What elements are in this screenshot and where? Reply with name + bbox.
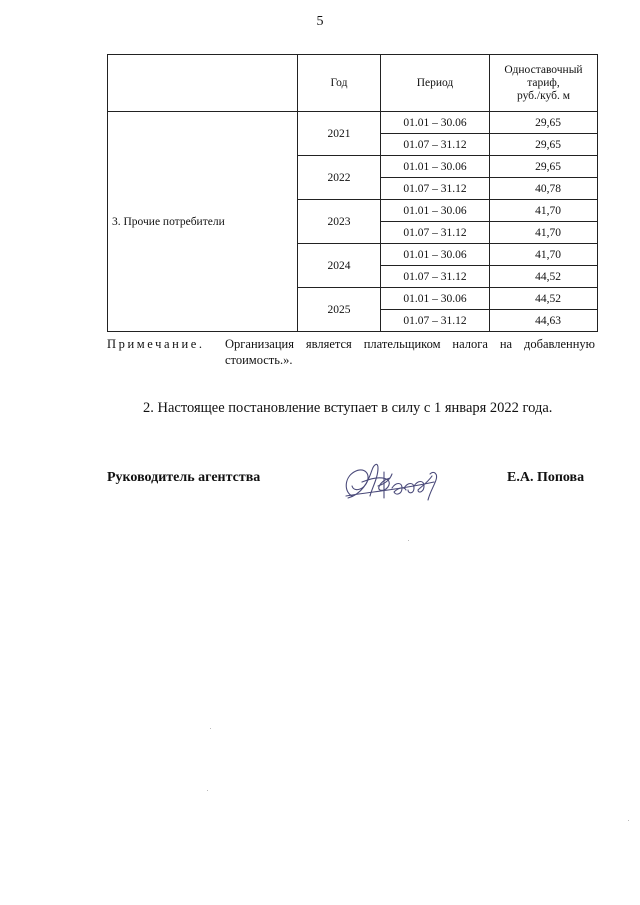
handwritten-signature [338,452,458,508]
period-cell: 01.07 – 31.12 [381,222,490,244]
rate-cell: 44,52 [490,288,598,310]
signatory-role: Руководитель агентства [107,470,261,485]
tariff-table [107,54,598,332]
rate-cell: 29,65 [490,112,598,134]
note-label: Примечание. [107,337,205,351]
period-cell: 01.01 – 30.06 [381,112,490,134]
note-text: Организация является плательщиком налога на добавленную стоимость.». [225,337,595,367]
header-tariff-line-1: Одноставочный [504,63,583,76]
rate-cell: 44,63 [490,310,598,332]
period-cell: 01.01 – 30.06 [381,156,490,178]
period-cell: 01.07 – 31.12 [381,310,490,332]
table-row [108,112,598,134]
scan-speck [628,820,629,821]
year-cell: 2021 [298,112,381,156]
header-tariff-line-2: тариф, [527,76,560,89]
period-cell: 01.07 – 31.12 [381,178,490,200]
year-cell: 2023 [298,200,381,244]
period-cell: 01.07 – 31.12 [381,134,490,156]
year-cell: 2022 [298,156,381,200]
year-cell: 2024 [298,244,381,288]
header-tariff-line-3: руб./куб. м [516,89,571,102]
year-cell: 2025 [298,288,381,332]
rate-cell: 40,78 [490,178,598,200]
scan-speck [207,790,208,791]
header-tariff [490,55,598,112]
header-consumer [108,55,298,112]
consumer-cell: 3. Прочие потребители [108,112,298,332]
effective-date-paragraph: 2. Настоящее постановление вступает в силу с 1 января 2022 года. [143,400,553,416]
header-period: Период [381,55,490,112]
rate-cell: 44,52 [490,266,598,288]
period-cell: 01.01 – 30.06 [381,288,490,310]
rate-cell: 41,70 [490,222,598,244]
page-number: 5 [316,14,324,29]
rate-cell: 41,70 [490,244,598,266]
signatory-name: Е.А. Попова [507,470,585,485]
rate-cell: 29,65 [490,134,598,156]
period-cell: 01.07 – 31.12 [381,266,490,288]
rate-cell: 29,65 [490,156,598,178]
period-cell: 01.01 – 30.06 [381,244,490,266]
table-header-row [108,55,598,112]
scan-speck [408,540,409,541]
rate-cell: 41,70 [490,200,598,222]
scan-speck [210,728,211,729]
period-cell: 01.01 – 30.06 [381,200,490,222]
header-year: Год [298,55,381,112]
